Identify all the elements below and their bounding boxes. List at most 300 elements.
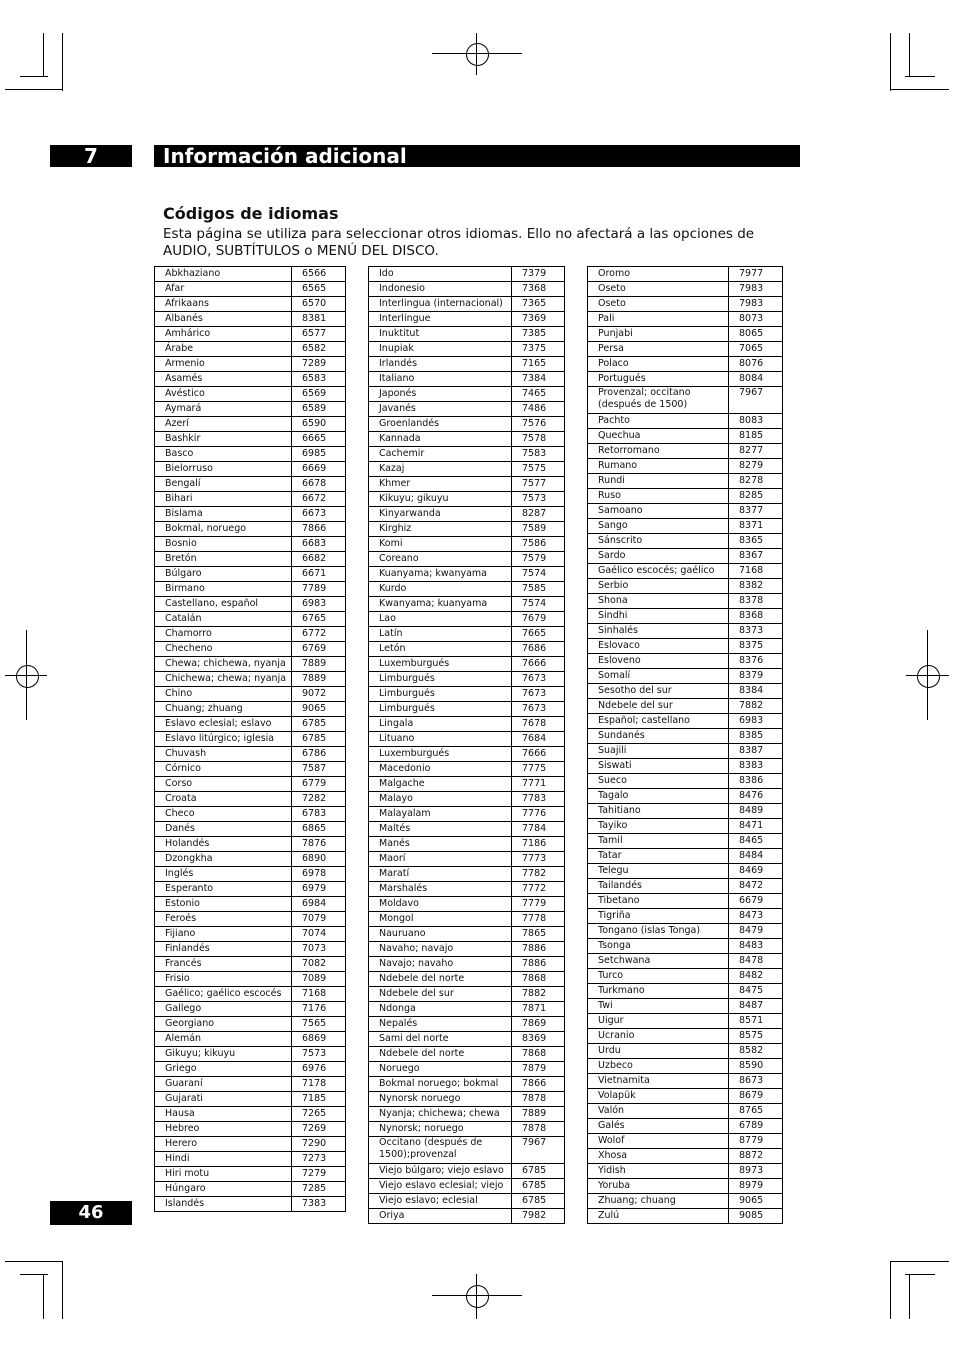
language-code: 7168 — [729, 564, 783, 579]
language-code: 8369 — [512, 1032, 565, 1047]
language-name: Tsonga — [588, 939, 729, 954]
table-row — [155, 327, 346, 342]
language-name: Danés — [155, 822, 292, 837]
language-name: Japonés — [369, 387, 512, 402]
table-row — [588, 894, 783, 909]
language-name: Abkhaziano — [155, 267, 292, 282]
language-name: Urdu — [588, 1044, 729, 1059]
language-name: Catalán — [155, 612, 292, 627]
language-name: Chamorro — [155, 627, 292, 642]
language-name: Chino — [155, 687, 292, 702]
table-row — [588, 372, 783, 387]
language-name: Setchwana — [588, 954, 729, 969]
language-code: 7666 — [512, 747, 565, 762]
language-code: 7878 — [512, 1092, 565, 1107]
language-code: 7565 — [292, 1017, 346, 1032]
language-code: 7866 — [512, 1077, 565, 1092]
language-code-table-1 — [154, 266, 346, 1212]
language-name: Bihari — [155, 492, 292, 507]
language-name: Albanés — [155, 312, 292, 327]
language-code: 8476 — [729, 789, 783, 804]
language-code: 7778 — [512, 912, 565, 927]
language-code: 8084 — [729, 372, 783, 387]
language-name: Tatar — [588, 849, 729, 864]
table-row — [369, 612, 565, 627]
table-row — [588, 969, 783, 984]
language-code: 7585 — [512, 582, 565, 597]
language-code: 7178 — [292, 1077, 346, 1092]
language-name: Tigriña — [588, 909, 729, 924]
table-row — [369, 1032, 565, 1047]
table-row — [588, 342, 783, 357]
language-code: 8484 — [729, 849, 783, 864]
language-code: 8571 — [729, 1014, 783, 1029]
language-code: 7886 — [512, 957, 565, 972]
language-code: 8469 — [729, 864, 783, 879]
language-code: 8489 — [729, 804, 783, 819]
language-name: Turkmano — [588, 984, 729, 999]
table-row — [155, 762, 346, 777]
language-name: Navajo; navaho — [369, 957, 512, 972]
table-row — [155, 1002, 346, 1017]
language-name: Ndebele del norte — [369, 1047, 512, 1062]
table-row — [588, 474, 783, 489]
language-code: 7465 — [512, 387, 565, 402]
table-row — [588, 759, 783, 774]
table-row — [588, 804, 783, 819]
language-name: Bokmal noruego; bokmal — [369, 1077, 512, 1092]
language-code: 8979 — [729, 1179, 783, 1194]
language-code: 7666 — [512, 657, 565, 672]
table-row — [369, 312, 565, 327]
language-name: Malayo — [369, 792, 512, 807]
language-name: Shona — [588, 594, 729, 609]
language-name: Khmer — [369, 477, 512, 492]
language-name: Limburgués — [369, 687, 512, 702]
language-name: Gaélico escocés; gaélico — [588, 564, 729, 579]
language-code: 7783 — [512, 792, 565, 807]
language-code: 6785 — [292, 732, 346, 747]
language-name: Rundi — [588, 474, 729, 489]
language-name: Suajili — [588, 744, 729, 759]
table-row — [155, 792, 346, 807]
language-code: 7176 — [292, 1002, 346, 1017]
language-name: Bislama — [155, 507, 292, 522]
table-row — [369, 1122, 565, 1137]
language-name: Español; castellano — [588, 714, 729, 729]
table-row — [369, 462, 565, 477]
language-name: Bengalí — [155, 477, 292, 492]
language-name: Asamés — [155, 372, 292, 387]
language-code: 7574 — [512, 567, 565, 582]
language-name: Inupiak — [369, 342, 512, 357]
language-name: Galés — [588, 1119, 729, 1134]
crop-mark-tr-v — [890, 33, 891, 91]
table-row — [588, 684, 783, 699]
language-name: Rumano — [588, 459, 729, 474]
language-name: Samoano — [588, 504, 729, 519]
table-row — [369, 867, 565, 882]
table-row — [588, 909, 783, 924]
language-name: Malgache — [369, 777, 512, 792]
table-row — [369, 552, 565, 567]
language-name: Armenio — [155, 357, 292, 372]
table-row — [155, 897, 346, 912]
language-name: Oromo — [588, 267, 729, 282]
language-code-table-2 — [368, 266, 565, 1224]
table-row — [369, 702, 565, 717]
language-name: Navaho; navajo — [369, 942, 512, 957]
language-name: Interlingua (internacional) — [369, 297, 512, 312]
language-code: 6983 — [292, 597, 346, 612]
table-row — [588, 564, 783, 579]
language-code: 8465 — [729, 834, 783, 849]
language-code: 6679 — [729, 894, 783, 909]
table-row — [155, 492, 346, 507]
table-row — [588, 312, 783, 327]
table-row — [155, 282, 346, 297]
language-code: 6985 — [292, 447, 346, 462]
table-row — [369, 1164, 565, 1179]
language-name: Herero — [155, 1137, 292, 1152]
language-name: Kuanyama; kwanyama — [369, 567, 512, 582]
section-title: Códigos de idiomas — [163, 204, 339, 223]
language-code: 7285 — [292, 1182, 346, 1197]
table-row — [155, 552, 346, 567]
language-name: Sardo — [588, 549, 729, 564]
table-row — [588, 267, 783, 282]
crop-mark-tl-v2 — [43, 33, 44, 77]
language-name: Punjabi — [588, 327, 729, 342]
table-row — [155, 627, 346, 642]
language-name: Limburgués — [369, 672, 512, 687]
table-row — [155, 567, 346, 582]
language-name: Tayiko — [588, 819, 729, 834]
crop-mark-br-v — [890, 1261, 891, 1319]
table-row — [588, 594, 783, 609]
language-name: Pachto — [588, 414, 729, 429]
language-name: Dzongkha — [155, 852, 292, 867]
language-code: 7673 — [512, 702, 565, 717]
language-name: Córnico — [155, 762, 292, 777]
language-code: 7879 — [512, 1062, 565, 1077]
table-row — [155, 702, 346, 717]
table-row — [369, 1137, 565, 1164]
language-code: 8368 — [729, 609, 783, 624]
language-code: 7365 — [512, 297, 565, 312]
table-row — [588, 984, 783, 999]
language-code: 7673 — [512, 672, 565, 687]
language-name: Basco — [155, 447, 292, 462]
language-name: Bretón — [155, 552, 292, 567]
table-row — [588, 579, 783, 594]
language-code: 8383 — [729, 759, 783, 774]
table-row — [588, 1044, 783, 1059]
language-name: Sango — [588, 519, 729, 534]
intro-text: Esta página se utiliza para seleccionar otros idiomas. Ello no afectará a las opciones de AUDIO, SUBTÍTULOS o MENÚ DEL DISCO. — [163, 226, 755, 259]
table-row — [369, 417, 565, 432]
language-code: 7868 — [512, 972, 565, 987]
language-code: 8185 — [729, 429, 783, 444]
table-row — [369, 627, 565, 642]
language-name: Fijiano — [155, 927, 292, 942]
language-name: Francés — [155, 957, 292, 972]
table-row — [155, 642, 346, 657]
language-code: 6671 — [292, 567, 346, 582]
language-name: Bashkir — [155, 432, 292, 447]
language-code: 7784 — [512, 822, 565, 837]
table-row — [369, 657, 565, 672]
language-name: Maltés — [369, 822, 512, 837]
table-row — [155, 507, 346, 522]
table-row — [155, 717, 346, 732]
table-row — [369, 777, 565, 792]
table-row — [369, 927, 565, 942]
language-code: 8365 — [729, 534, 783, 549]
language-code: 7074 — [292, 927, 346, 942]
table-row — [155, 477, 346, 492]
table-row — [155, 417, 346, 432]
language-code: 8076 — [729, 357, 783, 372]
table-row — [369, 837, 565, 852]
language-code: 7165 — [512, 357, 565, 372]
table-row — [369, 1107, 565, 1122]
table-row — [588, 504, 783, 519]
language-name: Sesotho del sur — [588, 684, 729, 699]
registration-mark-top-v — [476, 33, 477, 75]
page-number: 46 — [50, 1201, 132, 1225]
table-row — [369, 942, 565, 957]
language-name: Kurdo — [369, 582, 512, 597]
language-name: Hiri motu — [155, 1167, 292, 1182]
table-row — [588, 924, 783, 939]
language-name: Holandés — [155, 837, 292, 852]
language-name: Checo — [155, 807, 292, 822]
crop-mark-tl-h — [5, 89, 63, 90]
table-row — [369, 807, 565, 822]
language-code: 8872 — [729, 1149, 783, 1164]
language-name: Tamil — [588, 834, 729, 849]
table-row — [155, 1077, 346, 1092]
language-name: Ndebele del norte — [369, 972, 512, 987]
table-row — [588, 774, 783, 789]
language-name: Frisio — [155, 972, 292, 987]
table-row — [588, 357, 783, 372]
language-name: Moldavo — [369, 897, 512, 912]
language-code: 8487 — [729, 999, 783, 1014]
table-row — [155, 522, 346, 537]
language-name: Irlandés — [369, 357, 512, 372]
language-code: 7967 — [729, 387, 783, 414]
table-row — [369, 687, 565, 702]
language-name: Eslovaco — [588, 639, 729, 654]
language-code: 8590 — [729, 1059, 783, 1074]
language-name: Yidish — [588, 1164, 729, 1179]
chapter-number: 7 — [50, 145, 132, 167]
language-code: 7375 — [512, 342, 565, 357]
language-code: 8472 — [729, 879, 783, 894]
language-name: Alemán — [155, 1032, 292, 1047]
language-code: 6789 — [729, 1119, 783, 1134]
table-row — [588, 624, 783, 639]
table-row — [369, 327, 565, 342]
language-name: Ndonga — [369, 1002, 512, 1017]
language-name: Avéstico — [155, 387, 292, 402]
language-code: 8387 — [729, 744, 783, 759]
crop-mark-bl-h — [5, 1261, 63, 1262]
language-code: 7889 — [292, 672, 346, 687]
language-name: Kannada — [369, 432, 512, 447]
language-code: 8384 — [729, 684, 783, 699]
table-row — [369, 297, 565, 312]
language-name: Esloveno — [588, 654, 729, 669]
language-code: 7168 — [292, 987, 346, 1002]
language-code: 8386 — [729, 774, 783, 789]
language-name: Portugués — [588, 372, 729, 387]
language-name: Ndebele del sur — [588, 699, 729, 714]
table-row — [588, 1164, 783, 1179]
language-name: Noruego — [369, 1062, 512, 1077]
registration-mark-bottom — [466, 1285, 489, 1308]
language-code: 7185 — [292, 1092, 346, 1107]
language-code: 7665 — [512, 627, 565, 642]
table-row — [588, 1074, 783, 1089]
language-name: Luxemburgués — [369, 657, 512, 672]
language-name: Maratí — [369, 867, 512, 882]
language-name: Uigur — [588, 1014, 729, 1029]
crop-mark-tl-v — [62, 33, 63, 91]
language-name: Sundanés — [588, 729, 729, 744]
language-code: 7886 — [512, 942, 565, 957]
table-row — [155, 927, 346, 942]
table-row — [155, 987, 346, 1002]
crop-mark-br-v2 — [909, 1274, 910, 1319]
language-name: Viejo eslavo eclesial; viejo — [369, 1179, 512, 1194]
language-name: Gujarati — [155, 1092, 292, 1107]
language-code: 7379 — [512, 267, 565, 282]
language-name: Chewa; chichewa, nyanja — [155, 657, 292, 672]
language-code: 6979 — [292, 882, 346, 897]
language-name: Luxemburgués — [369, 747, 512, 762]
language-name: Gaélico; gaélico escocés — [155, 987, 292, 1002]
language-name: Húngaro — [155, 1182, 292, 1197]
table-row — [155, 1107, 346, 1122]
registration-mark-left-v — [26, 630, 27, 720]
table-row — [155, 1152, 346, 1167]
table-row — [369, 642, 565, 657]
table-row — [155, 462, 346, 477]
language-name: Pali — [588, 312, 729, 327]
language-name: Retorromano — [588, 444, 729, 459]
language-name: Búlgaro — [155, 567, 292, 582]
language-name: Azerí — [155, 417, 292, 432]
language-code: 6566 — [292, 267, 346, 282]
table-row — [369, 477, 565, 492]
language-code: 6570 — [292, 297, 346, 312]
table-row — [369, 537, 565, 552]
language-name: Nynorsk noruego — [369, 1092, 512, 1107]
language-code: 9072 — [292, 687, 346, 702]
language-name: Eslavo litúrgico; iglesia — [155, 732, 292, 747]
table-row — [369, 672, 565, 687]
language-code: 8285 — [729, 489, 783, 504]
language-code: 6785 — [292, 717, 346, 732]
table-row — [369, 582, 565, 597]
language-code: 8376 — [729, 654, 783, 669]
table-row — [588, 429, 783, 444]
table-row — [588, 849, 783, 864]
registration-mark-right — [917, 665, 940, 688]
language-code: 7583 — [512, 447, 565, 462]
language-code: 8765 — [729, 1104, 783, 1119]
registration-mark-left — [16, 665, 39, 688]
language-code: 7882 — [512, 987, 565, 1002]
language-name: Bielorruso — [155, 462, 292, 477]
language-name: Feroés — [155, 912, 292, 927]
language-code: 8287 — [512, 507, 565, 522]
table-row — [155, 822, 346, 837]
language-name: Xhosa — [588, 1149, 729, 1164]
table-row — [155, 1062, 346, 1077]
table-row — [588, 297, 783, 312]
language-name: Viejo eslavo; eclesial — [369, 1194, 512, 1209]
table-row — [155, 402, 346, 417]
language-code: 7789 — [292, 582, 346, 597]
table-row — [155, 657, 346, 672]
language-code: 9085 — [729, 1209, 783, 1224]
language-code: 7079 — [292, 912, 346, 927]
language-name: Groenlandés — [369, 417, 512, 432]
language-code: 8073 — [729, 312, 783, 327]
table-row — [369, 507, 565, 522]
crop-mark-br-h — [890, 1261, 949, 1262]
language-code: 6785 — [512, 1194, 565, 1209]
language-name: Marshalés — [369, 882, 512, 897]
language-code: 7587 — [292, 762, 346, 777]
table-row — [588, 459, 783, 474]
language-code: 7082 — [292, 957, 346, 972]
language-name: Serbio — [588, 579, 729, 594]
language-name: Latín — [369, 627, 512, 642]
language-name: Zhuang; chuang — [588, 1194, 729, 1209]
table-row — [588, 789, 783, 804]
language-name: Polaco — [588, 357, 729, 372]
language-code: 7579 — [512, 552, 565, 567]
language-code: 7383 — [292, 1197, 346, 1212]
language-code: 6869 — [292, 1032, 346, 1047]
table-row — [588, 654, 783, 669]
language-name: Persa — [588, 342, 729, 357]
language-code: 6976 — [292, 1062, 346, 1077]
language-name: Islandés — [155, 1197, 292, 1212]
language-code: 6582 — [292, 342, 346, 357]
table-row — [588, 819, 783, 834]
table-row — [155, 1092, 346, 1107]
table-row — [155, 837, 346, 852]
language-code: 7289 — [292, 357, 346, 372]
table-row — [369, 1092, 565, 1107]
language-code: 8973 — [729, 1164, 783, 1179]
language-name: Ndebele del sur — [369, 987, 512, 1002]
chapter-title: Información adicional — [154, 145, 800, 167]
language-code: 6565 — [292, 282, 346, 297]
language-name: Viejo búlgaro; viejo eslavo — [369, 1164, 512, 1179]
language-code: 7779 — [512, 897, 565, 912]
language-name: Telegu — [588, 864, 729, 879]
language-name: Lao — [369, 612, 512, 627]
language-name: Volapük — [588, 1089, 729, 1104]
language-name: Italiano — [369, 372, 512, 387]
